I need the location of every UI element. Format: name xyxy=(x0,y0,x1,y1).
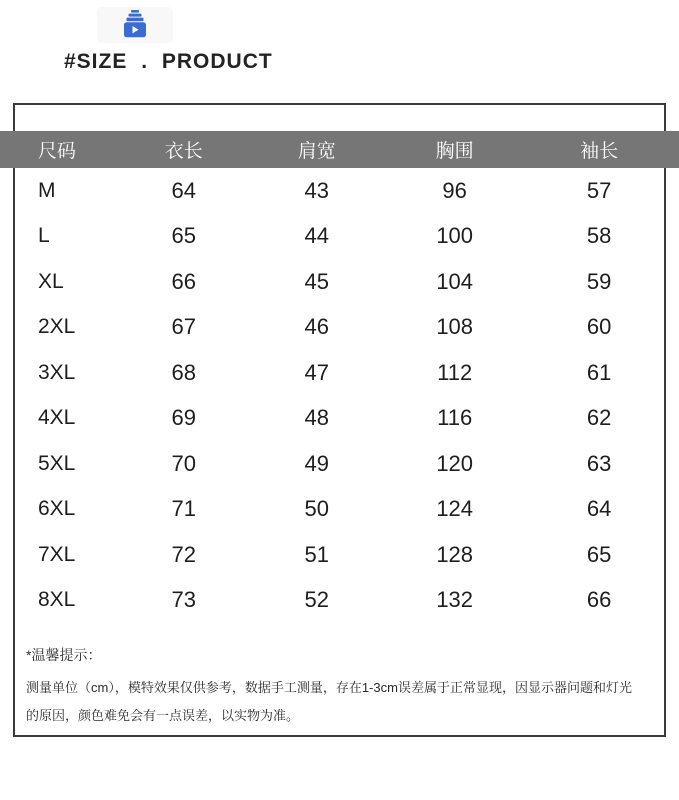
measurement-value: 69 xyxy=(171,405,196,431)
table-row xyxy=(15,487,664,533)
measurement-value: 70 xyxy=(171,450,196,476)
table-header-row xyxy=(15,131,664,168)
measurement-value: 64 xyxy=(586,496,612,522)
size-label: 8XL xyxy=(38,588,76,612)
measurement-value: 45 xyxy=(304,268,329,294)
table-row xyxy=(15,305,664,351)
measurement-value: 66 xyxy=(586,587,612,613)
measurement-value: 96 xyxy=(442,177,467,203)
measurement-value: 112 xyxy=(437,359,473,385)
column-header-sleeve: 袖长 xyxy=(580,141,619,162)
measurement-value: 68 xyxy=(171,359,196,385)
measurement-value: 43 xyxy=(304,177,329,203)
measurement-value: 67 xyxy=(171,314,196,340)
video-archive-icon xyxy=(123,10,147,38)
size-label: L xyxy=(38,224,50,248)
measurement-value: 66 xyxy=(171,268,196,294)
page-title: #SIZE . PRODUCT xyxy=(64,50,273,73)
measurement-value: 46 xyxy=(304,314,329,340)
measurement-value: 120 xyxy=(436,450,474,476)
notice-line: 的原因，颜色难免会有一点误差，以实物为准。 xyxy=(26,708,300,723)
column-header-size: 尺码 xyxy=(38,141,77,162)
table-row xyxy=(15,441,664,487)
size-label: 2XL xyxy=(38,315,76,339)
measurement-value: 124 xyxy=(436,496,474,522)
size-label: 6XL xyxy=(38,497,76,521)
measurement-value: 59 xyxy=(586,268,612,294)
table-row xyxy=(15,168,664,214)
table-row xyxy=(15,396,664,442)
measurement-value: 72 xyxy=(171,541,196,567)
size-label: 4XL xyxy=(38,406,76,430)
measurement-value: 65 xyxy=(171,223,196,249)
measurement-value: 132 xyxy=(436,587,474,613)
measurement-value: 49 xyxy=(304,450,329,476)
measurement-value: 60 xyxy=(586,314,612,340)
notice-block xyxy=(26,645,653,730)
notice-line: 测量单位（cm），模特效果仅供参考，数据手工测量，存在1-3cm误差属于正常显现，因显示器问题和灯光 xyxy=(26,680,632,695)
measurement-value: 64 xyxy=(171,177,196,203)
measurement-value: 47 xyxy=(304,359,329,385)
table-row xyxy=(15,350,664,396)
table-row xyxy=(15,532,664,578)
table-row xyxy=(15,259,664,305)
measurement-value: 73 xyxy=(171,587,196,613)
measurement-value: 62 xyxy=(586,405,612,431)
measurement-value: 128 xyxy=(436,541,474,567)
measurement-value: 51 xyxy=(304,541,329,567)
measurement-value: 65 xyxy=(586,541,612,567)
size-table-panel xyxy=(13,103,666,737)
column-header-chest: 胸围 xyxy=(435,141,474,162)
measurement-value: 44 xyxy=(304,223,329,249)
size-table-body xyxy=(15,168,664,623)
measurement-value: 108 xyxy=(436,314,474,340)
measurement-value: 58 xyxy=(586,223,612,249)
measurement-value: 52 xyxy=(304,587,329,613)
measurement-value: 116 xyxy=(437,405,473,431)
table-row xyxy=(15,214,664,260)
size-label: M xyxy=(38,178,56,202)
measurement-value: 100 xyxy=(436,223,474,249)
table-header-band xyxy=(0,131,679,168)
measurement-value: 61 xyxy=(586,359,612,385)
size-label: 5XL xyxy=(38,451,76,475)
measurement-value: 63 xyxy=(586,450,612,476)
size-label: 7XL xyxy=(38,542,76,566)
column-header-shoulder: 肩宽 xyxy=(297,141,336,162)
size-label: 3XL xyxy=(38,360,76,384)
size-label: XL xyxy=(38,269,64,293)
measurement-value: 71 xyxy=(171,496,196,522)
measurement-value: 57 xyxy=(586,177,612,203)
column-header-length: 衣长 xyxy=(164,141,203,162)
notice-title: *温馨提示： xyxy=(26,647,102,663)
measurement-value: 50 xyxy=(304,496,329,522)
table-row xyxy=(15,578,664,624)
measurement-value: 48 xyxy=(304,405,329,431)
measurement-value: 104 xyxy=(436,268,474,294)
